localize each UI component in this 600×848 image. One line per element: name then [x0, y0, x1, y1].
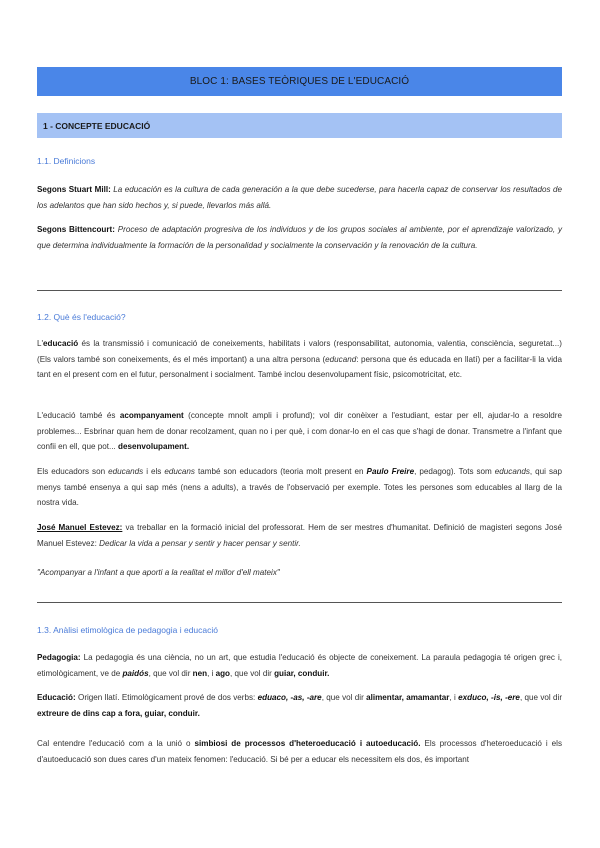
paragraph-acompanyament: L'educació també és acompanyament (concepte mnolt ampli i profund); vol dir conèixer a l'estudiant, estar per ell, ajudar-lo a resoldre problemes... Esbrinar quan hem de donar recolzament, quan no i per què, i com donar-lo en el cas que s'hagi de donar. Transmetre a l'infant que confii en ell, que pot... desenvolupament. [37, 411, 562, 451]
divider [37, 602, 562, 603]
paragraph-stuart-mill [37, 182, 562, 213]
paragraph-estevez: José Manuel Estevez: va treballar en la formació inicial del professorat. Hem de ser mestres d'humanitat. Definició de magisteri segons José Manuel Estevez: Dedicar la vida a pensar y sentir y hacer pensar y sentir. [37, 523, 562, 548]
paragraph-simbiosi: Cal entendre l'educació com a la unió o simbiosi de processos d'heteroeducació i autoeducació. Els processos d'heteroeducació i els d'autoeducació son dues cares d'un mateix fenomen: l'educació. Si bé per a educar els necessitem els dos, és important [37, 739, 563, 764]
paragraph-educacio-etim: Educació: Origen llatí. Etimològicament prové de dos verbs: eduaco, -as, -are, que vol dir alimentar, amamantar, i exduco, -is, -ere, que vol dir extreure de dins cap a fora, guiar, conduir. [37, 693, 563, 718]
bloc-title: BLOC 1: BASES TEÒRIQUES DE L'EDUCACIÓ [189, 76, 410, 87]
definition-text: La educación es la cultura de cada generación a la que debe sucederse, para hacerla capaz de conservar los resultados de los adelantos que han sido hechos y, si puede, llevarlos más allá. [37, 185, 562, 210]
subheading-definicions: 1.1. Definicions [37, 156, 96, 166]
paragraph-pedagogia: Pedagogia: La pedagogia és una ciència, no un art, que estudia l'educació és objecte de coneixement. La paraula pedagogia té origen grec i, etimològicament, ve de paidós, que vol dir nen, i ago, que vol dir guiar, conduir. [37, 653, 562, 678]
subheading-etimologia: 1.3. Anàlisi etimològica de pedagogia i educació [37, 625, 218, 635]
definition-text: Proceso de adaptación progresiva de los individuos y de los grupos sociales al ambiente, por el aprendizaje valorizado, y que determina individualmente la formación de la personalidad y socialmente la conservación y la renovación de la cultura. [37, 225, 562, 250]
section-header [37, 113, 562, 138]
quote: "Acompanyar a l'infant a que aporti a la realitat el millor d'ell mateix" [37, 568, 280, 577]
author-label: Segons Stuart Mill: [37, 185, 111, 194]
divider [37, 290, 562, 291]
paragraph-educacio-def: L'educació és la transmissió i comunicació de coneixements, habilitats i valors (responsabilitat, autonomia, valentia, consciència, seguretat...) (Els valors també son coneixements, és el més important) a una altra persona (educand: persona que és educada en llatí) per a facilitar-li la vida tant en el present com en el futur, personalment i socialment. També inclou desenvolupament físic, psicomotricitat, etc. [37, 339, 562, 379]
author-label: Segons Bittencourt: [37, 225, 115, 234]
section-title: 1 - CONCEPTE EDUCACIÓ [43, 120, 151, 131]
paragraph-educadors: Els educadors son educands i els educans també son educadors (teoria molt present en Paulo Freire, pedagog). Tots som educands, qui sap menys també ensenya a qui sap més (nens a adults), a través de l'observació per exemple. Totes les persones som educables al llarg de la nostra vida. [37, 467, 563, 507]
paragraph-bittencourt [37, 222, 562, 253]
subheading-que-es-educacio: 1.2. Què és l'educació? [37, 312, 126, 322]
bloc-title-banner [37, 67, 562, 96]
